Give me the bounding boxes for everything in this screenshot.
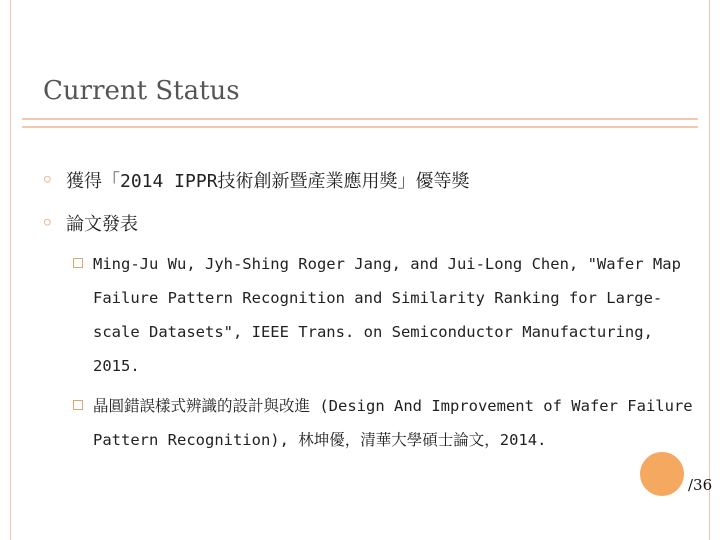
bullet-award: 獲得「2014 IPPR技術創新暨產業應用獎」優等獎 [66,171,470,192]
square-bullet-icon [73,400,83,410]
bullet-icon: ○ [44,215,51,228]
publication-journal: Ming-Ju Wu, Jyh-Shing Roger Jang, and Jui-Long Chen, "Wafer Map Failure Pattern Recognition and Similarity Ranking for Large-scale Datasets", IEEE Trans. on Semiconductor Manufacturing, 2015. [93,255,681,375]
title-divider [22,118,698,128]
bullet-publications: 論文發表 [66,214,138,235]
page-number-badge [640,452,684,496]
slide-title: Current Status [43,76,240,106]
publication-thesis: 晶圓錯誤樣式辨識的設計與改進 (Design And Improvement of Wafer Failure Pattern Recognition), 林坤優，清華大學碩士論文，2014. [93,397,693,449]
bullet-icon: ○ [44,172,51,185]
page-number: /36 [688,476,713,494]
square-bullet-icon [73,258,83,268]
